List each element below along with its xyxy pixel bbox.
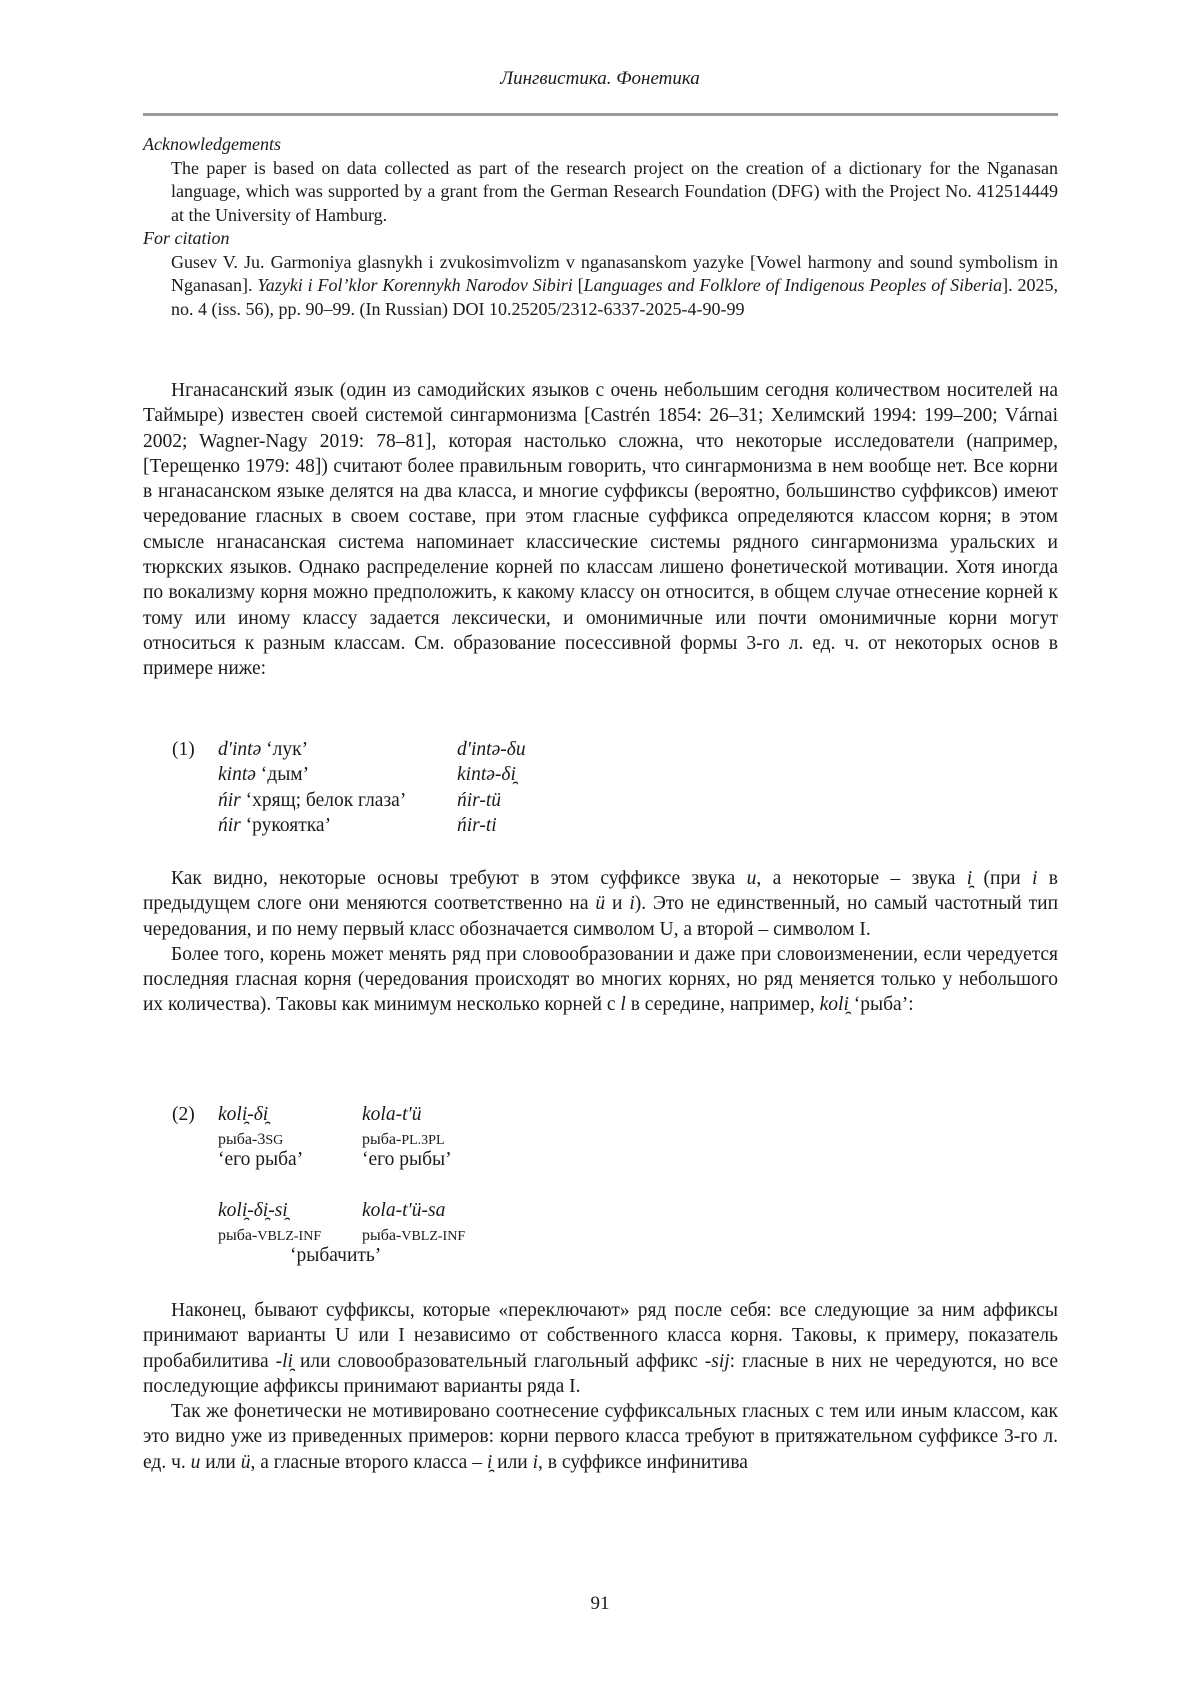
example-row — [172, 813, 592, 838]
text-run: или — [492, 1451, 533, 1473]
italic-run: ü — [595, 893, 606, 915]
paragraph-5-text — [143, 1399, 1058, 1475]
italic-run: ü — [240, 1451, 251, 1473]
example-word: ńir — [218, 814, 241, 836]
gloss-stem: рыба- — [362, 1131, 402, 1149]
example-row — [172, 737, 592, 762]
text-run: , а гласные второго класса – — [250, 1451, 487, 1473]
gloss-tag: VBLZ-INF — [257, 1228, 322, 1244]
example-number: (2) — [172, 1104, 195, 1125]
example-gloss: ‘хрящ; белок глаза’ — [245, 789, 407, 811]
running-header: Лингвистика. Фонетика — [500, 68, 700, 89]
example-gloss-row — [172, 1127, 572, 1147]
example-form: ńir-tü — [457, 789, 502, 811]
example-word: d′intə — [218, 739, 262, 760]
paragraph-1 — [143, 378, 1058, 682]
text-run: Более того, корень может менять ряд при словообразовании и даже при словоизменении, если чередуется последняя гласная корня (чередования происходят во многих корнях, но ряд меняется только у небольшого их количества). Таковы как минимум несколько корней с — [143, 943, 1058, 1016]
italic-run: i — [1032, 868, 1038, 889]
italic-run: -li̯ — [275, 1350, 293, 1372]
text-run: и — [605, 893, 630, 915]
example-gloss-row — [172, 1223, 572, 1243]
italic-run: i — [532, 1451, 539, 1473]
gloss-tag: SG — [265, 1133, 284, 1149]
example-translation: ‘его рыба’ — [218, 1149, 304, 1171]
example-translation: ‘рыбачить’ — [290, 1244, 382, 1266]
italic-run: i̯ — [486, 1451, 493, 1473]
citation-text — [171, 251, 1058, 322]
example-word: koli̯-δi̯ — [218, 1104, 269, 1125]
text-run: или — [200, 1451, 241, 1473]
acknowledgements-block — [143, 133, 1058, 227]
text-run: , в суффиксе инфинитива — [538, 1451, 748, 1473]
example-1 — [172, 737, 592, 838]
text-run: (при — [972, 868, 1033, 889]
text-run: Как видно, некоторые основы требуют в этом суффиксе звука — [171, 868, 747, 889]
example-form: kintə-δi̯ — [457, 764, 516, 786]
example-gloss: ‘рукоятка’ — [245, 814, 332, 836]
paragraphs-4-5 — [143, 1298, 1058, 1475]
example-gloss: ‘дым’ — [260, 764, 310, 786]
text-run: ‘рыба’: — [848, 994, 914, 1016]
text-run: в предыдущем слоге они меняются соответственно на — [143, 868, 1058, 915]
acknowledgements-text: The paper is based on data collected as part of the research project on the creation of a dictionary for the Nganasan language, which was supported by a grant from the German Research Foundation (DFG) with the Project No. 412514449 at the University of Hamburg. — [171, 157, 1058, 225]
citation-bracket: [ — [572, 275, 584, 295]
example-form: d′intə-δu — [457, 739, 526, 760]
example-form: ńir-ti — [457, 814, 497, 836]
paragraphs-2-3 — [143, 866, 1058, 1018]
example-word: kintə — [218, 764, 256, 786]
italic-run: i — [629, 893, 635, 915]
example-translation-row — [172, 1147, 572, 1172]
gloss-stem: рыба-3 — [218, 1131, 266, 1149]
citation-journal-en: Languages and Folklore of Indigenous Peoples of Siberia — [583, 275, 1003, 295]
italic-run: l — [620, 994, 626, 1016]
italic-run: koli̯ — [819, 994, 849, 1016]
example-row — [172, 762, 592, 787]
text-run: ). Это не единственный, но самый частотный тип чередования, и по нему первый класс обозначается символом U, а второй – символом I. — [143, 893, 1059, 940]
text-run: , а некоторые – звука — [756, 868, 967, 889]
example-number: (1) — [172, 739, 195, 760]
text-run: в середине, например, — [625, 994, 820, 1016]
text-run: Наконец, бывают суффиксы, которые «переключают» ряд после себя: все следующие за ним аффиксы принимают варианты U или I независимо от собственного класса корня. Таковы, к примеру, показатель пробабилитива — [143, 1300, 1058, 1372]
paragraph-4-text — [143, 1298, 1058, 1399]
example-translation: ‘его рыбы’ — [362, 1149, 452, 1171]
italic-run: -sij — [704, 1350, 730, 1372]
gloss-stem: рыба- — [218, 1226, 258, 1244]
page-number: 91 — [590, 1593, 610, 1614]
header-divider — [143, 113, 1058, 116]
paragraph-3-text — [143, 942, 1058, 1018]
example-word: kola-t′ü — [362, 1104, 422, 1125]
citation-label: For citation — [143, 228, 230, 248]
italic-run: u — [746, 868, 757, 889]
citation-block — [143, 227, 1058, 321]
paragraph-1-text: Нганасанский язык (один из самодийских языков с очень небольшим сегодня количеством носителей на Таймыре) известен своей системой сингармонизма [Castrén 1854: 26–31; Хелимский 1994: 199–200; Várnai 2002; Wagner-Nagy 2019: 78–81], которая настолько сложна, что некоторые исследователи (например, [Терещенко 1979: 48]) считают более правильным говорить, что сингармонизма в нем вообще нет. Все корни в нганасанском языке делятся на два класса, и многие суффиксы (вероятно, большинство суффиксов) имеют чередование гласных в своем составе, при этом гласные суффикса определяются классом корня; в этом смысле нганасанская система напоминает классические системы рядного сингармонизма уральских и тюркских языков. Однако распределение корней по классам лишено фонетической мотивации. Хотя иногда по вокализму корня можно предположить, к какому классу он относится, в общем случае отнесение корней к тому или иному классу задается лексически, и омонимичные или почти омонимичные корни могут относиться к разным классам. См. образование посессивной формы 3-го л. ед. ч. от некоторых основ в примере ниже: — [143, 380, 1058, 680]
text-run: Так же фонетически не мотивировано соотнесение суффиксальных гласных с тем или иным классом, как это видно уже из приведенных примеров: корни первого класса требуют в притяжательном суффиксе 3-го л. ед. ч. — [143, 1401, 1058, 1473]
example-word: kola-t′ü-sa — [362, 1199, 446, 1221]
citation-journal: Yazyki i Fol’klor Korennykh Narodov Sibiri — [257, 275, 573, 295]
example-word: koli̯-δi̯-si̯ — [218, 1199, 288, 1221]
example-2 — [172, 1102, 572, 1272]
acknowledgements-label: Acknowledgements — [143, 134, 281, 154]
example-word: ńir — [218, 789, 241, 811]
example-gloss: ‘лук’ — [266, 739, 309, 760]
italic-run: u — [190, 1451, 201, 1473]
gloss-stem: рыба- — [362, 1226, 402, 1244]
text-run: или словообразовательный глагольный аффикс — [292, 1350, 705, 1372]
italic-run: i̯ — [966, 868, 973, 889]
example-spacer — [172, 1173, 572, 1198]
gloss-tag: PL.3PL — [401, 1133, 445, 1149]
gloss-tag: VBLZ-INF — [401, 1228, 466, 1244]
paragraph-2-text — [143, 866, 1058, 942]
example-translation-row — [172, 1243, 572, 1268]
example-row — [172, 1198, 572, 1223]
text-run: : гласные в них не чередуются, но все последующие аффиксы принимают варианты ряда I. — [143, 1350, 1058, 1397]
example-row — [172, 788, 592, 813]
example-row — [172, 1102, 572, 1127]
citation-part1: Gusev V. Ju. Garmoniya glasnykh i zvukosimvolizm v nganasanskom yazyke [Vowel harmony and sound symbolism in Nganasan]. — [171, 251, 1058, 295]
citation-part2: ]. 2025, no. 4 (iss. 56), pp. 90–99. (In Russian) DOI 10.25205/2312-6337-2025-4-90-99 — [171, 275, 1059, 319]
